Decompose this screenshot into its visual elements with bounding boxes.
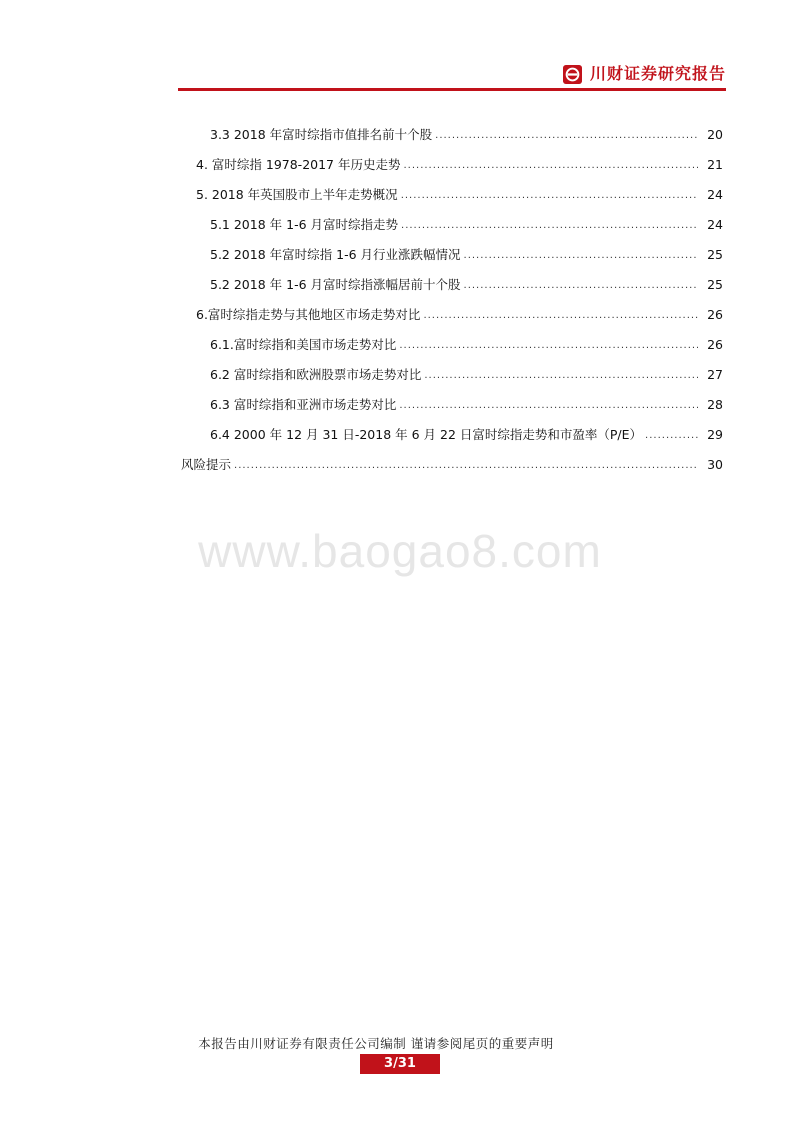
- toc-page-number: 26: [707, 307, 723, 322]
- toc-entry-title: 6.2 富时综指和欧洲股票市场走势对比: [210, 367, 422, 382]
- toc-page-number: 24: [707, 187, 723, 202]
- toc-entry[interactable]: [210, 363, 723, 383]
- toc-entry[interactable]: [210, 393, 723, 413]
- toc-dot-leader: [423, 309, 698, 323]
- toc-page-number: 21: [707, 157, 723, 172]
- toc-dot-leader: [424, 369, 698, 383]
- toc-entry[interactable]: [181, 453, 723, 473]
- toc-page-number: 25: [707, 277, 723, 292]
- toc-dot-leader: [401, 189, 698, 203]
- toc-dot-leader: [401, 219, 698, 233]
- toc-entry[interactable]: [210, 273, 723, 293]
- toc-entry[interactable]: [196, 303, 723, 323]
- toc-page-number: 30: [707, 457, 723, 472]
- toc-entry[interactable]: [210, 333, 723, 353]
- toc-entry[interactable]: [196, 183, 723, 203]
- page-number-badge: 3/31: [360, 1054, 440, 1074]
- header-divider: [178, 88, 726, 91]
- toc-entry[interactable]: [196, 153, 723, 173]
- chuancai-logo-icon: [563, 65, 582, 84]
- toc-dot-leader: [399, 339, 698, 353]
- toc-entry-title: 6.3 富时综指和亚洲市场走势对比: [210, 397, 397, 412]
- toc-page-number: 29: [707, 427, 723, 442]
- toc-dot-leader: [234, 459, 698, 473]
- toc-entry[interactable]: [210, 123, 723, 143]
- toc-page-number: 20: [707, 127, 723, 142]
- toc-entry-title: 6.富时综指走势与其他地区市场走势对比: [196, 307, 421, 322]
- toc-page-number: 27: [707, 367, 723, 382]
- toc-dot-leader: [403, 159, 698, 173]
- toc-entry[interactable]: [210, 213, 723, 233]
- toc-entry-title: 5.1 2018 年 1-6 月富时综指走势: [210, 217, 399, 232]
- watermark: www.baogao8.com: [198, 525, 602, 577]
- toc-entry[interactable]: [210, 243, 723, 263]
- toc-entry-title: 6.1.富时综指和美国市场走势对比: [210, 337, 397, 352]
- toc-page-number: 24: [707, 217, 723, 232]
- toc-dot-leader: [645, 429, 698, 443]
- toc-entry-title: 5. 2018 年英国股市上半年走势概况: [196, 187, 398, 202]
- toc-entry-title: 4. 富时综指 1978-2017 年历史走势: [196, 157, 401, 172]
- footer-disclaimer: 本报告由川财证券有限责任公司编制 谨请参阅尾页的重要声明: [198, 1036, 554, 1051]
- toc-page-number: 28: [707, 397, 723, 412]
- toc-dot-leader: [435, 129, 698, 143]
- toc-entry-title: 3.3 2018 年富时综指市值排名前十个股: [210, 127, 433, 142]
- toc-entry-title: 风险提示: [181, 457, 232, 472]
- toc-page-number: 26: [707, 337, 723, 352]
- toc-dot-leader: [399, 399, 698, 413]
- toc-entry-title: 5.2 2018 年富时综指 1-6 月行业涨跌幅情况: [210, 247, 461, 262]
- brand-name: 川财证券研究报告: [589, 64, 726, 83]
- toc-entry-title: 6.4 2000 年 12 月 31 日-2018 年 6 月 22 日富时综指走势和市盈率（P/E）: [210, 427, 643, 442]
- toc-entry[interactable]: [210, 423, 723, 443]
- report-header-brand: [563, 64, 726, 84]
- toc-dot-leader: [464, 249, 698, 263]
- toc-entry-title: 5.2 2018 年 1-6 月富时综指涨幅居前十个股: [210, 277, 461, 292]
- toc-page-number: 25: [707, 247, 723, 262]
- toc-dot-leader: [464, 279, 698, 293]
